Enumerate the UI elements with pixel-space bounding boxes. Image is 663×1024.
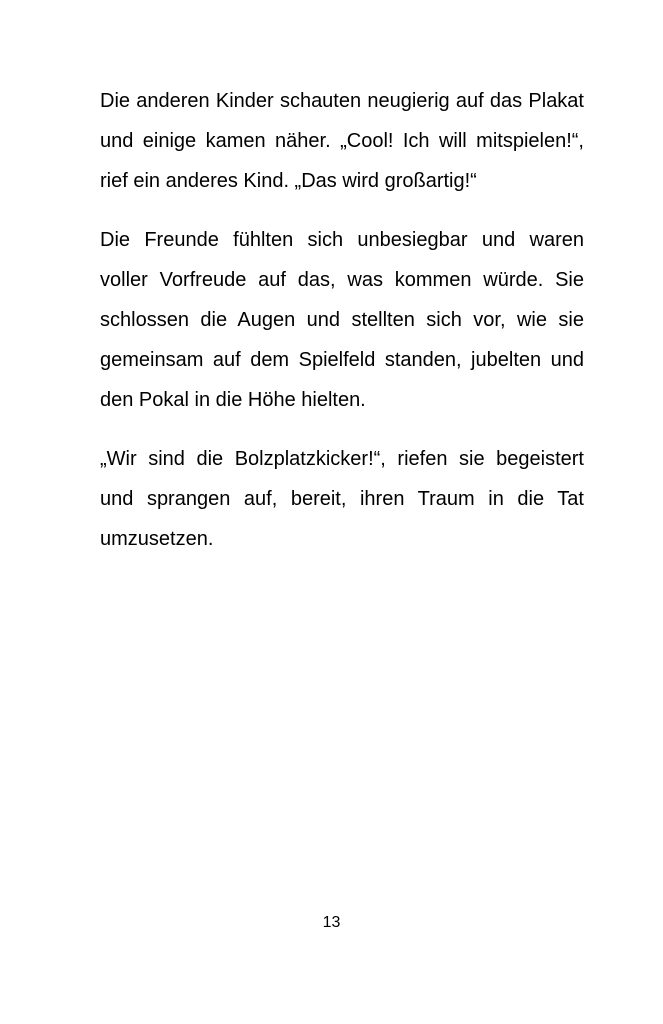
- paragraph: „Wir sind die Bolzplatzkicker!“, riefen sie begeistert und sprangen auf, bereit, ihren Traum in die Tat umzusetzen.: [100, 448, 584, 550]
- paragraph: Die Freunde fühlten sich unbesiegbar und waren voller Vorfreude auf das, was kommen würde. Sie schlossen die Augen und stellten sich vor, wie sie gemeinsam auf dem Spielfeld standen, jubelten und den Pokal in die Höhe hielten.: [100, 229, 584, 411]
- page-number: 13: [322, 914, 341, 931]
- paragraph: Die anderen Kinder schauten neugierig auf das Plakat und einige kamen näher. „Cool! Ich will mitspielen!“, rief ein anderes Kind. „Das wird großartig!“: [100, 90, 584, 192]
- page-body: [100, 81, 584, 578]
